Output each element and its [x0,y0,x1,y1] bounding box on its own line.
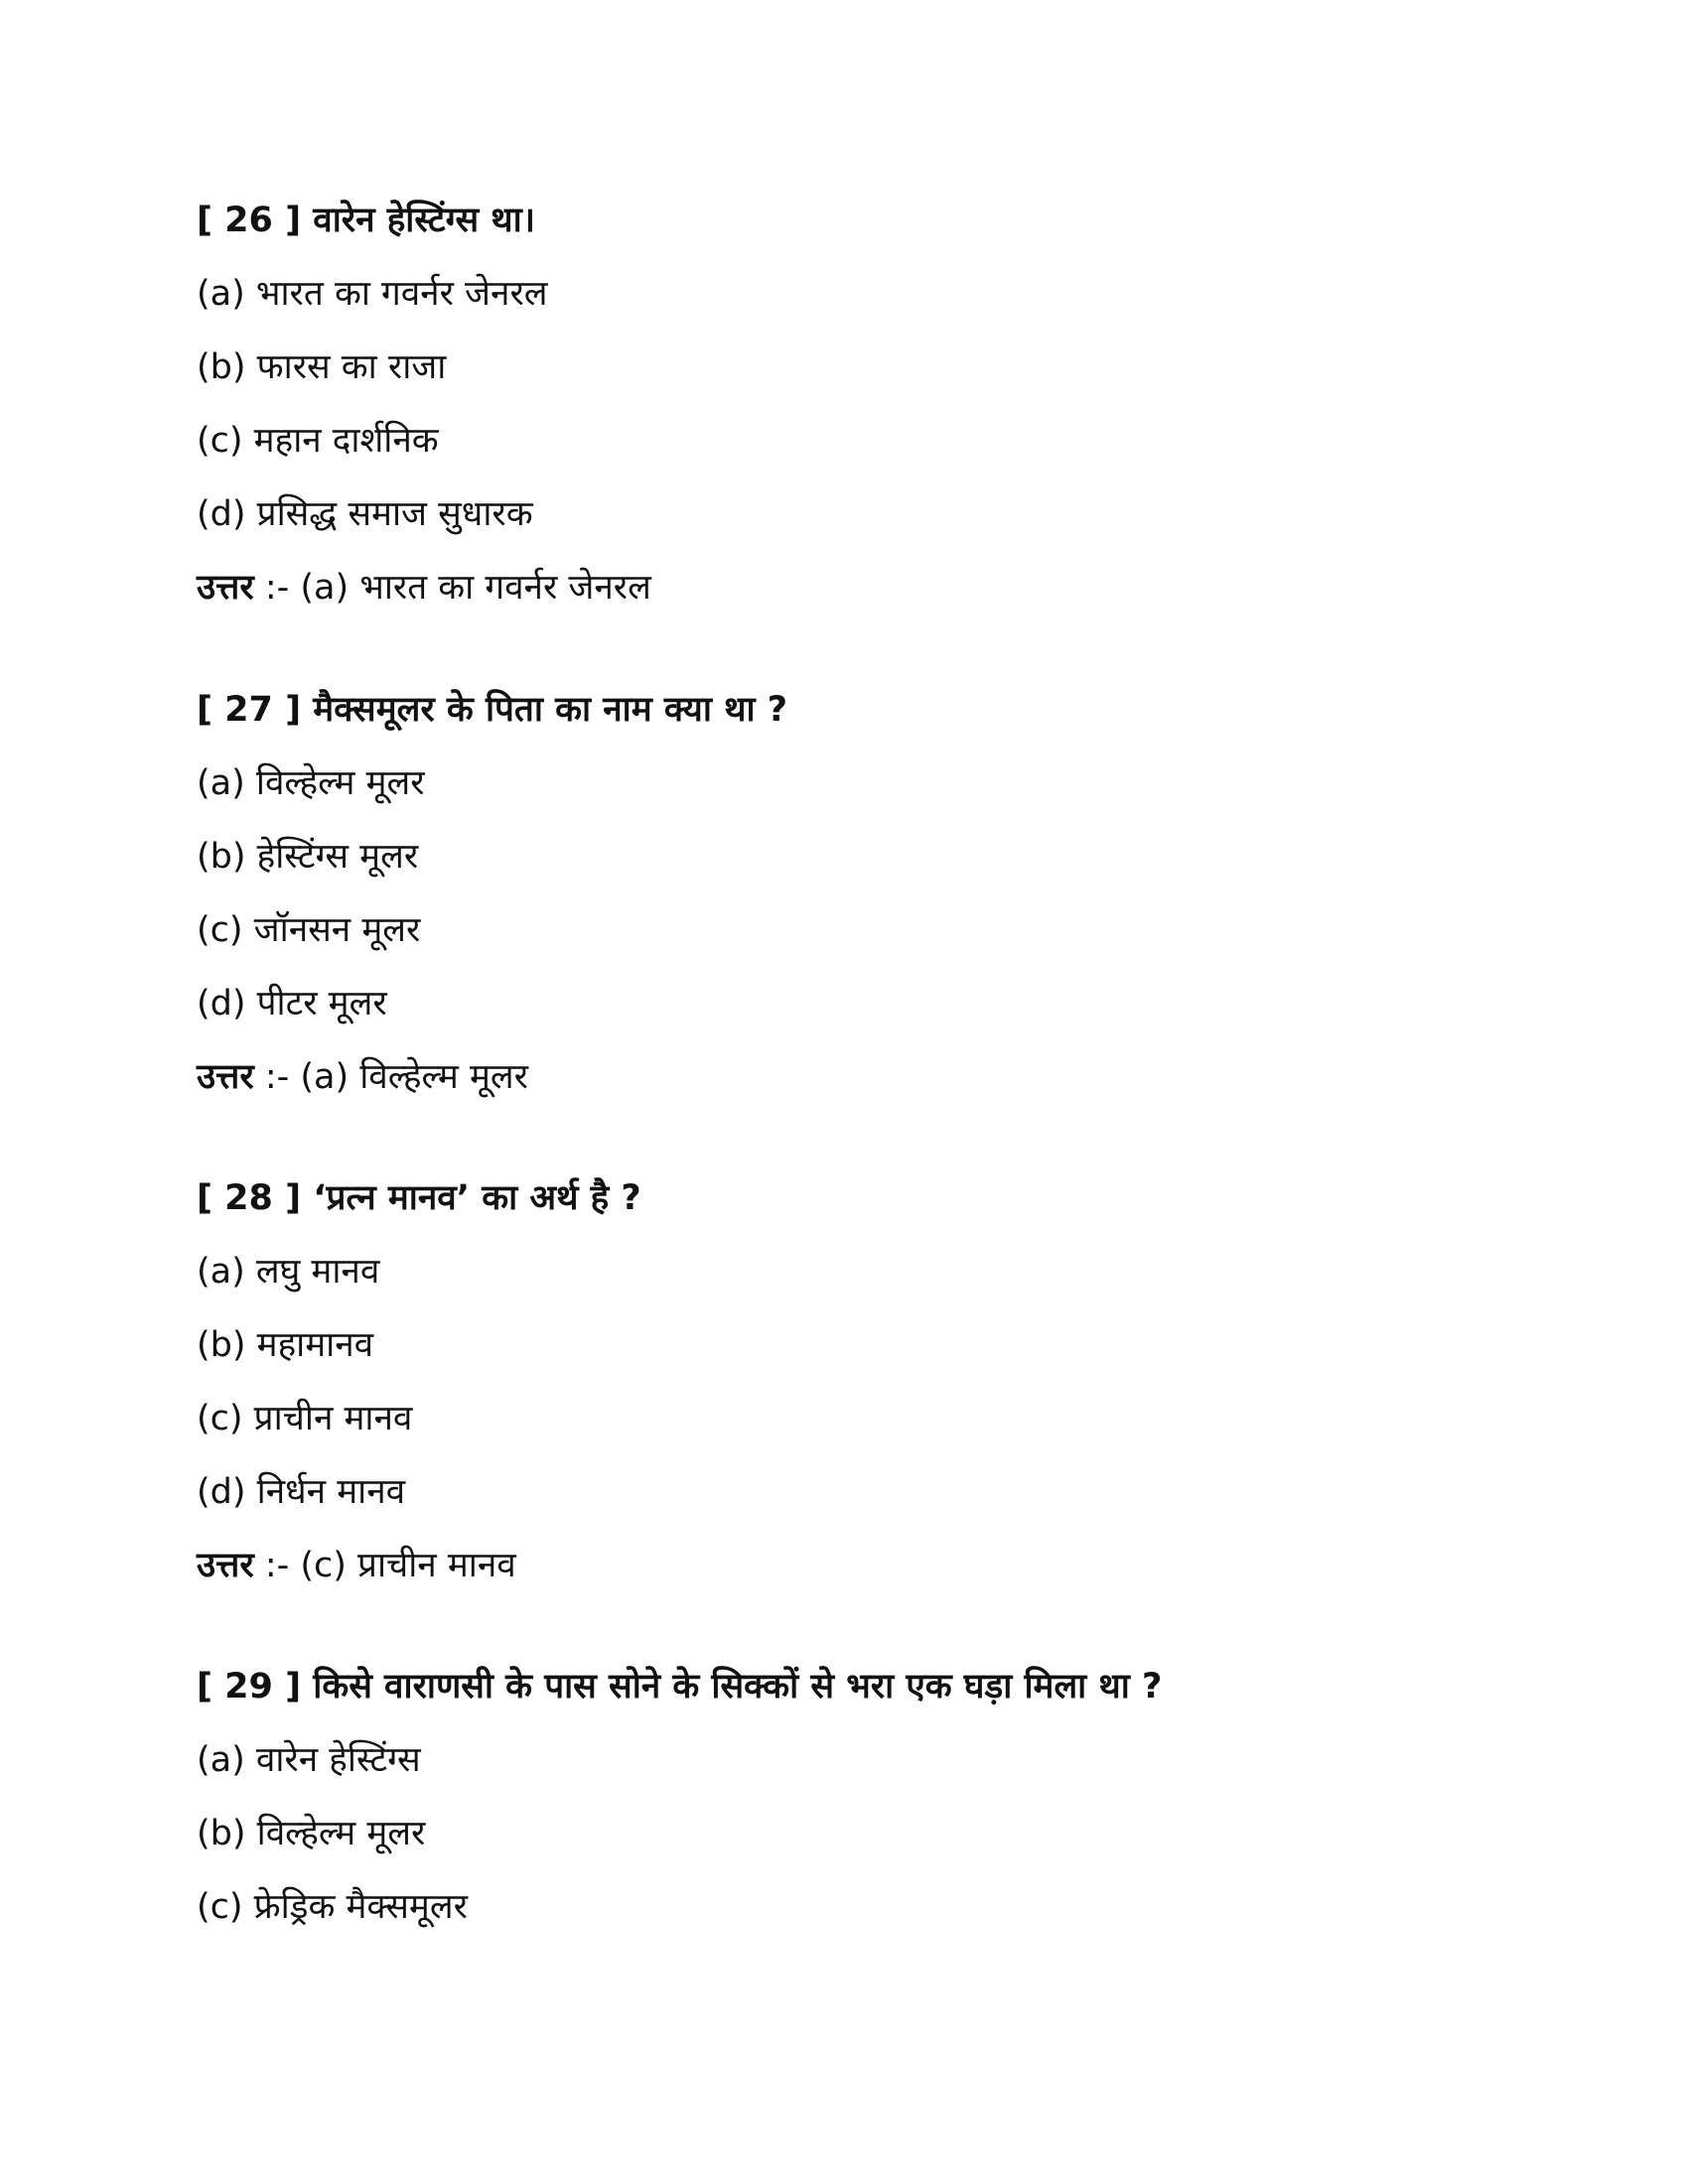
answer-label: उत्तर [197,568,254,608]
question-number: [ 26 ] [197,201,302,240]
question-title [197,688,787,732]
option-b: (b) विल्हेल्म मूलर [197,1814,426,1853]
option-a: (a) लघु मानव [197,1252,380,1292]
question-text: किसे वाराणसी के पास सोने के सिक्कों से भरा एक घड़ा मिला था ? [313,1667,1163,1706]
question-title [197,199,535,242]
option-a: (a) भारत का गवर्नर जेनरल [197,274,548,314]
question-title [197,1176,641,1220]
option-d: (d) पीटर मूलर [197,984,387,1024]
option-c: (c) महान दार्शनिक [197,421,439,461]
answer-text: :- (a) विल्हेल्म मूलर [253,1057,528,1097]
option-b: (b) हेस्टिंग्स मूलर [197,837,419,877]
answer-text: :- (a) भारत का गवर्नर जेनरल [253,568,651,608]
answer-line [197,566,651,610]
answer-text: :- (c) प्राचीन मानव [253,1546,516,1585]
answer-line [197,1544,516,1587]
question-text: ‘प्रत्न मानव’ का अर्थ है ? [313,1178,641,1218]
option-a: (a) विल्हेल्म मूलर [197,763,425,803]
answer-label: उत्तर [197,1057,254,1097]
question-title [197,1665,1162,1708]
option-b: (b) महामानव [197,1325,374,1365]
answer-label: उत्तर [197,1546,254,1585]
question-number: [ 27 ] [197,690,302,730]
question-number: [ 29 ] [197,1667,302,1706]
option-c: (c) जॉनसन मूलर [197,910,421,950]
question-text: वारेन हेस्टिंग्स था। [313,201,535,240]
question-text: मैक्समूलर के पिता का नाम क्या था ? [313,690,788,730]
option-b: (b) फारस का राजा [197,347,447,387]
answer-line [197,1055,528,1099]
option-d: (d) निर्धन मानव [197,1472,406,1512]
option-c: (c) फ्रेड्रिक मैक्समूलर [197,1887,468,1927]
option-d: (d) प्रसिद्ध समाज सुधारक [197,494,533,534]
option-c: (c) प्राचीन मानव [197,1399,413,1438]
option-a: (a) वारेन हेस्टिंग्स [197,1740,421,1780]
question-number: [ 28 ] [197,1178,302,1218]
